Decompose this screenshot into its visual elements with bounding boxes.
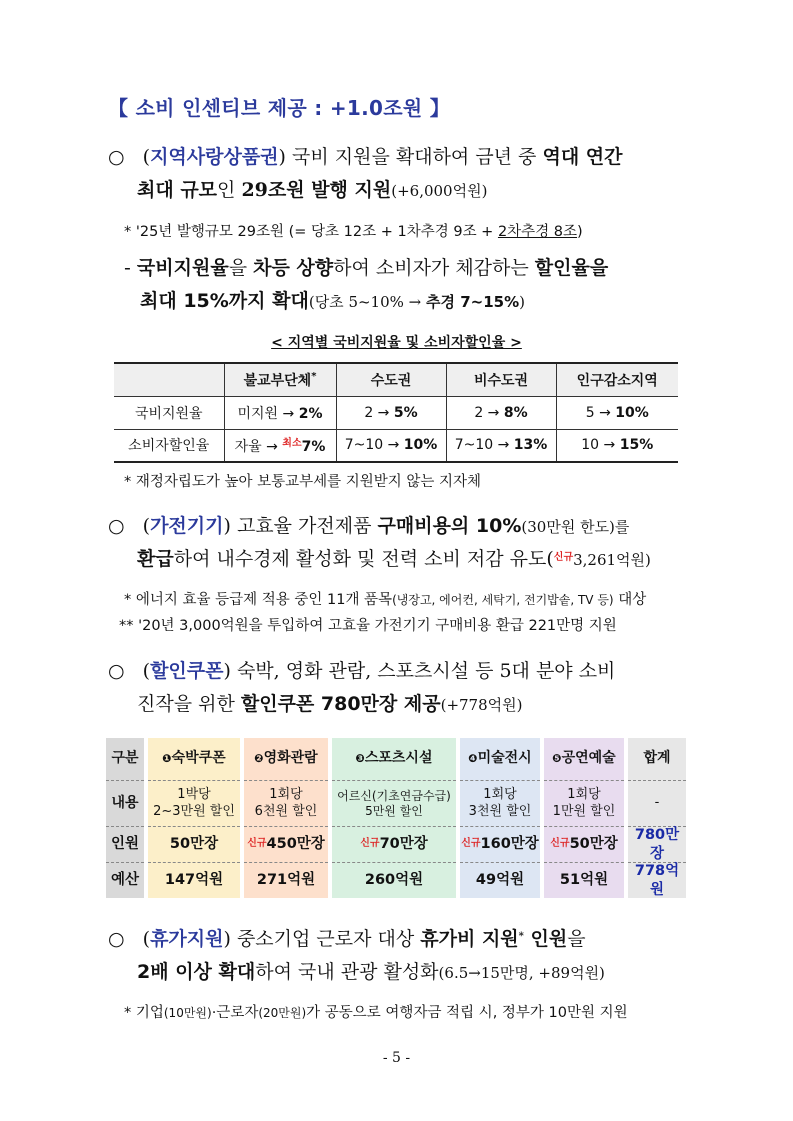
circled-number: ❷ bbox=[254, 752, 264, 766]
coupon-amount: (+778억원) bbox=[440, 696, 523, 714]
content-line-1: 1박당 bbox=[177, 787, 211, 803]
content-line-2: 1만원 할인 bbox=[552, 803, 616, 819]
people-value: 50만장 bbox=[569, 836, 618, 853]
new-badge: 신규 bbox=[553, 552, 574, 563]
coupon-budget: 51억원 bbox=[544, 862, 624, 898]
vacation-end: 을 bbox=[567, 928, 586, 950]
page-number: - 5 - bbox=[382, 1050, 411, 1066]
rate-from: 자율 → bbox=[234, 439, 283, 456]
coupon-line-2 bbox=[137, 693, 522, 716]
coupon-people bbox=[244, 826, 328, 862]
dash-close: ) bbox=[519, 293, 525, 311]
vacation-note-text-3: 가 공동으로 여행자금 적립 시, 정부가 10만원 지원 bbox=[306, 1005, 628, 1021]
rate-to: 8% bbox=[503, 404, 528, 421]
header-sup: * bbox=[311, 370, 317, 382]
circled-number: ❶ bbox=[162, 752, 172, 766]
coupon-content bbox=[544, 780, 624, 826]
paren-open: ( bbox=[142, 515, 151, 537]
vacation-note-text-2: ·근로자 bbox=[211, 1005, 259, 1021]
vacation-note-amount-1: (10만원) bbox=[163, 1006, 212, 1020]
bullet: ○ bbox=[108, 660, 125, 682]
rate-table-footnote: * 재정자립도가 높아 보통교부세를 지원받지 않는 지자체 bbox=[124, 474, 482, 490]
coupon-people bbox=[544, 826, 624, 862]
rate-to: 5% bbox=[393, 404, 418, 421]
appliance-line-1 bbox=[108, 515, 629, 538]
coupon-table bbox=[106, 738, 686, 898]
bullet: ○ bbox=[108, 515, 125, 537]
coupon-people bbox=[148, 826, 240, 862]
content-line-2: 5만원 할인 bbox=[365, 803, 423, 818]
coupon-column-lodging bbox=[148, 738, 240, 898]
vacation-bold-3: 2배 이상 확대 bbox=[137, 961, 256, 983]
coupon-header-label: 숙박쿠폰 bbox=[171, 750, 226, 767]
rate-table-caption-text: < 지역별 국비지원율 및 소비자할인율 > bbox=[271, 335, 522, 351]
rate-cell bbox=[336, 396, 446, 429]
total-budget: 778억원 bbox=[628, 862, 686, 898]
vacation-note-text: 기업 bbox=[135, 1005, 164, 1021]
note-star: ** bbox=[119, 618, 139, 634]
appliance-bold-2: 환급 bbox=[137, 548, 174, 570]
rate-from: 2 → bbox=[474, 404, 504, 421]
dash-text-1: 을 bbox=[228, 257, 254, 279]
voucher-note-text: '25년 발행규모 29조원 (= 당초 12조 + 1차추경 9조 + bbox=[135, 224, 498, 240]
dash-small: (당초 5~10% → bbox=[308, 293, 427, 311]
coupon-text-1: 숙박, 영화 관람, 스포츠시설 등 5대 분야 소비 bbox=[230, 660, 616, 682]
coupon-column-art bbox=[460, 738, 540, 898]
rate-table-row bbox=[114, 429, 678, 462]
appliance-amount: 3,261억원) bbox=[573, 551, 651, 569]
rate-table-header bbox=[224, 363, 336, 396]
coupon-content bbox=[332, 780, 456, 826]
people-value: 50만장 bbox=[169, 836, 219, 853]
coupon-bold: 할인쿠폰 780만장 제공 bbox=[240, 693, 441, 715]
paren-open: ( bbox=[142, 146, 151, 168]
rate-from: 2 → bbox=[364, 404, 394, 421]
rate-table-header: 인구감소지역 bbox=[556, 363, 678, 396]
coupon-header-label: 스포츠시설 bbox=[364, 750, 433, 767]
row-label: 소비자할인율 bbox=[114, 429, 224, 462]
coupon-column-total bbox=[628, 738, 686, 898]
coupon-header-label: 영화관람 bbox=[263, 750, 318, 767]
rate-from: 7~10 → bbox=[344, 437, 404, 454]
new-badge: 신규 bbox=[360, 838, 380, 850]
dash-small-bold: 추경 7~15% bbox=[426, 293, 520, 311]
label-budget: 예산 bbox=[106, 862, 144, 898]
appliance-note-2-text: '20년 3,000억원을 투입하여 고효율 가전기기 구매비용 환급 221만명 지원 bbox=[138, 618, 617, 634]
voucher-bold-3: 29조원 발행 지원 bbox=[241, 179, 392, 201]
content-line-2: 2~3만원 할인 bbox=[153, 803, 235, 819]
vacation-line-1 bbox=[108, 928, 586, 951]
people-value: 70만장 bbox=[379, 836, 428, 853]
voucher-note-close: ) bbox=[577, 224, 583, 240]
vacation-bold-1: 휴가비 지원 bbox=[420, 928, 519, 950]
rate-to: 13% bbox=[513, 437, 548, 454]
circled-number: ❺ bbox=[552, 752, 562, 766]
rate-table-header: 수도권 bbox=[336, 363, 446, 396]
appliance-note-items: (냉장고, 에어컨, 세탁기, 전기밥솥, TV 등) bbox=[392, 593, 614, 607]
appliance-bold-1: 구매비용의 10% bbox=[377, 515, 522, 537]
total-header: 합계 bbox=[643, 750, 671, 767]
paren-close: ) bbox=[278, 146, 286, 168]
content-line-1: 1회당 bbox=[269, 787, 303, 803]
rate-cell bbox=[224, 396, 336, 429]
rate-table-header: 비수도권 bbox=[446, 363, 556, 396]
coupon-content bbox=[460, 780, 540, 826]
coupon-budget: 49억원 bbox=[460, 862, 540, 898]
appliance-small-1: (30만원 한도)를 bbox=[521, 518, 630, 536]
rate-cell bbox=[336, 429, 446, 462]
coupon-budget: 260억원 bbox=[332, 862, 456, 898]
total-content: - bbox=[628, 780, 686, 826]
paren-close: ) bbox=[223, 660, 231, 682]
coupon-budget: 147억원 bbox=[148, 862, 240, 898]
voucher-text-1: 국비 지원을 확대하여 금년 중 bbox=[285, 146, 543, 168]
rate-from: 10 → bbox=[581, 437, 620, 454]
rate-table-row bbox=[114, 396, 678, 429]
coupon-column-sports bbox=[332, 738, 456, 898]
vacation-sup: * bbox=[518, 931, 524, 942]
appliance-note-1 bbox=[124, 588, 646, 609]
rate-table-header-row bbox=[114, 363, 678, 396]
coupon-header bbox=[148, 738, 240, 780]
keyword-local-voucher: 지역사랑상품권 bbox=[150, 146, 279, 168]
rate-to: 2% bbox=[298, 405, 323, 422]
circled-number: ❹ bbox=[468, 752, 478, 766]
coupon-header bbox=[332, 738, 456, 780]
keyword-coupon: 할인쿠폰 bbox=[150, 660, 224, 682]
voucher-bold-1: 역대 연간 bbox=[542, 146, 623, 168]
new-badge: 신규 bbox=[550, 838, 570, 850]
coupon-people bbox=[460, 826, 540, 862]
rate-cell bbox=[224, 429, 336, 462]
paren-open: ( bbox=[142, 660, 151, 682]
voucher-dash-line-2 bbox=[140, 290, 525, 313]
label-content: 내용 bbox=[106, 780, 144, 826]
coupon-header bbox=[460, 738, 540, 780]
rate-from: 7~10 → bbox=[454, 437, 514, 454]
coupon-text-2: 진작을 위한 bbox=[137, 693, 241, 715]
rate-cell bbox=[556, 429, 678, 462]
rate-to: 10% bbox=[615, 404, 649, 421]
rate-to: 10% bbox=[403, 437, 438, 454]
vacation-amount: (6.5→15만명, +89억원) bbox=[438, 964, 605, 982]
paren-close: ) bbox=[223, 515, 231, 537]
content-line-2: 6천원 할인 bbox=[254, 803, 318, 819]
bullet: ○ bbox=[108, 928, 125, 950]
rate-from: 5 → bbox=[585, 404, 616, 421]
voucher-note bbox=[124, 220, 583, 241]
label-people: 인원 bbox=[106, 826, 144, 862]
rate-to: 7% bbox=[301, 439, 326, 456]
content-line-1: 어르신(기초연금수급) bbox=[337, 788, 451, 803]
dash-bold-3: 할인율을 bbox=[534, 257, 609, 279]
coupon-header-label: 미술전시 bbox=[477, 750, 532, 767]
voucher-text-2: 인 bbox=[217, 179, 242, 201]
keyword-vacation: 휴가지원 bbox=[150, 928, 224, 950]
coupon-content bbox=[244, 780, 328, 826]
vacation-text-1: 중소기업 근로자 대상 bbox=[230, 928, 421, 950]
coupon-label-column bbox=[106, 738, 144, 898]
vacation-line-2 bbox=[137, 961, 605, 984]
content-line-1: 1회당 bbox=[483, 787, 517, 803]
bullet: ○ bbox=[108, 146, 125, 168]
people-value: 160만장 bbox=[480, 836, 539, 853]
label-category: 구분 bbox=[111, 750, 139, 767]
appliance-line-2 bbox=[137, 548, 651, 571]
rate-cell bbox=[446, 429, 556, 462]
rate-cell bbox=[556, 396, 678, 429]
note-star: * bbox=[124, 224, 136, 240]
coupon-people bbox=[332, 826, 456, 862]
new-badge: 신규 bbox=[247, 838, 267, 850]
vacation-bold-2: 인원 bbox=[523, 928, 568, 950]
row-label: 국비지원율 bbox=[114, 396, 224, 429]
circled-number: ❸ bbox=[355, 752, 365, 766]
dash-bold-1: 국비지원율 bbox=[136, 257, 229, 279]
note-star: * bbox=[124, 592, 136, 608]
appliance-text-2: 하여 내수경제 활성화 및 전력 소비 저감 유도( bbox=[173, 548, 554, 570]
rate-cell bbox=[446, 396, 556, 429]
coupon-column-movie bbox=[244, 738, 328, 898]
voucher-dash-line-1 bbox=[124, 257, 608, 280]
appliance-note-2 bbox=[119, 614, 617, 635]
coupon-budget: 271억원 bbox=[244, 862, 328, 898]
dash: - bbox=[124, 257, 137, 279]
rate-table-caption bbox=[0, 332, 793, 352]
coupon-header bbox=[544, 738, 624, 780]
note-star: * bbox=[124, 1005, 136, 1021]
rate-to: 15% bbox=[619, 437, 654, 454]
voucher-note-underline: 2차추경 8조 bbox=[497, 224, 578, 240]
dash-bold-4: 최대 15%까지 확대 bbox=[140, 290, 309, 312]
coupon-header bbox=[244, 738, 328, 780]
coupon-header-label: 공연예술 bbox=[561, 750, 616, 767]
dash-text-2: 하여 소비자가 체감하는 bbox=[333, 257, 535, 279]
paren-close: ) bbox=[223, 928, 231, 950]
rate-table bbox=[114, 362, 678, 463]
header-label: 불교부단체 bbox=[243, 372, 312, 389]
rate-from: 미지원 → bbox=[237, 405, 299, 422]
content-line-2: 3천원 할인 bbox=[468, 803, 532, 819]
appliance-text-1: 고효율 가전제품 bbox=[230, 515, 378, 537]
vacation-note bbox=[124, 1001, 628, 1022]
voucher-bold-2: 최대 규모 bbox=[137, 179, 218, 201]
min-badge: 최소 bbox=[282, 438, 302, 450]
voucher-line-2 bbox=[137, 179, 487, 202]
paren-open: ( bbox=[142, 928, 151, 950]
voucher-amount: (+6,000억원) bbox=[391, 182, 488, 200]
coupon-column-performance bbox=[544, 738, 624, 898]
keyword-appliance: 가전기기 bbox=[150, 515, 224, 537]
new-badge: 신규 bbox=[461, 838, 481, 850]
appliance-note-text: 에너지 효율 등급제 적용 중인 11개 품목 bbox=[135, 592, 393, 608]
section-title: 【 소비 인센티브 제공 : +1.0조원 】 bbox=[108, 96, 451, 120]
people-value: 450만장 bbox=[266, 836, 325, 853]
vacation-note-amount-2: (20만원) bbox=[258, 1006, 307, 1020]
coupon-content bbox=[148, 780, 240, 826]
voucher-line-1 bbox=[108, 146, 623, 169]
appliance-note-end: 대상 bbox=[613, 592, 647, 608]
coupon-line-1 bbox=[108, 660, 615, 683]
content-line-1: 1회당 bbox=[567, 787, 601, 803]
vacation-text-2: 하여 국내 관광 활성화 bbox=[255, 961, 439, 983]
rate-table-corner bbox=[114, 363, 224, 396]
dash-bold-2: 차등 상향 bbox=[253, 257, 334, 279]
total-people: 780만장 bbox=[628, 826, 686, 862]
